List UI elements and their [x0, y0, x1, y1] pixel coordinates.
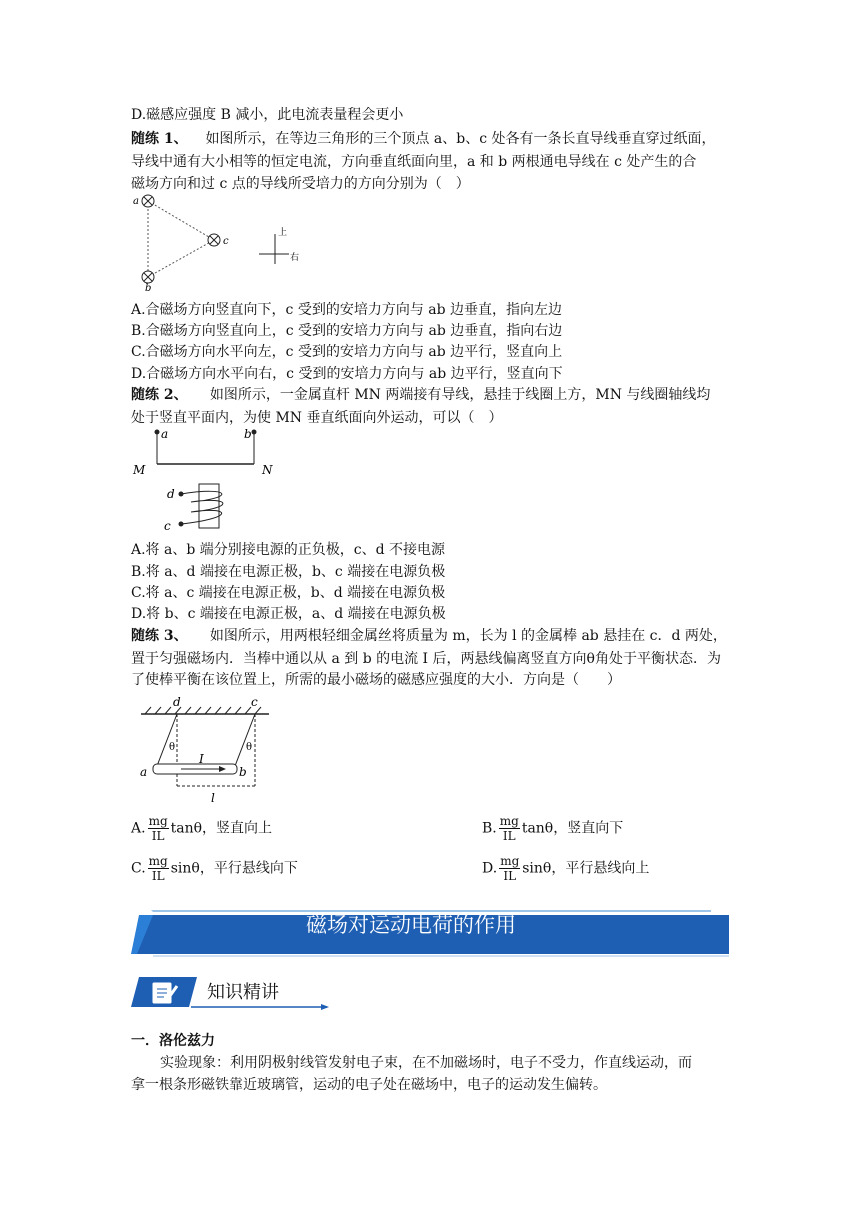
- svg-text:d: d: [173, 695, 181, 709]
- q3-option-b: B. $\frac{mg}{IL}$ tanθ，竖直向下: [482, 814, 624, 843]
- q3-option-c: C. $\frac{mg}{IL}$ sinθ，平行悬线向下: [131, 854, 298, 883]
- label-a: a: [133, 196, 139, 207]
- section-label: 知识精讲: [207, 982, 279, 1003]
- paragraph-line2: 拿一根条形磁铁靠近玻璃管，运动的电子处在磁场中，电子的运动发生偏转。: [131, 1077, 607, 1093]
- banner-title: 磁场对运动电荷的作用: [306, 913, 516, 937]
- q2-heading: 随练 2、: [131, 387, 188, 403]
- label-up: 上: [278, 228, 288, 238]
- svg-text:c: c: [251, 695, 258, 709]
- q2-option-d: D.将 b、c 端接在电源正极，a、d 端接在电源负极: [131, 606, 446, 622]
- q1-option-a: A.合磁场方向竖直向下，c 受到的安培力方向与 ab 边垂直，指向左边: [131, 302, 563, 318]
- paragraph-line1: 实验现象：利用阴极射线管发射电子束，在不加磁场时，电子不受力，作直线运动，而: [160, 1055, 692, 1071]
- fraction: $\frac{mg}{IL}$: [148, 814, 168, 843]
- wire-b-icon: [142, 271, 154, 283]
- q1-line3: 磁场方向和过 c 点的导线所受培力的方向分别为（ ）: [131, 176, 470, 192]
- q2-line1: [131, 385, 710, 405]
- svg-text:N: N: [262, 463, 273, 477]
- q1-text: 如图所示，在等边三角形的三个顶点 a、b、c 处各有一条长直导线垂直穿过纸面，: [205, 131, 716, 147]
- svg-text:b: b: [239, 765, 247, 779]
- figure-suspended-rod: [131, 694, 271, 806]
- q1-option-c: C.合磁场方向水平向左，c 受到的安培力方向与 ab 边平行，竖直向上: [131, 344, 563, 360]
- fraction: $\frac{mg}{IL}$: [499, 814, 519, 843]
- q3-line3: 了使棒平衡在该位置上，所需的最小磁场的磁感应强度的大小．方向是（ ）: [131, 672, 621, 688]
- q2-option-a: A.将 a、b 端分别接电源的正负极，c、d 不接电源: [131, 542, 446, 558]
- q1-option-d: D.合磁场方向水平向右，c 受到的安培力方向与 ab 边平行，竖直向下: [131, 366, 563, 382]
- figure-triangle-wires: [131, 192, 311, 292]
- q3-heading: 随练 3、: [131, 628, 188, 644]
- svg-text:M: M: [133, 463, 146, 477]
- svg-text:I: I: [199, 752, 204, 766]
- section-banner: [131, 910, 731, 958]
- wire-c-icon: [208, 234, 220, 246]
- q1-option-b: B.合磁场方向竖直向上，c 受到的安培力方向与 ab 边垂直，指向右边: [131, 323, 563, 339]
- label-right: 右: [290, 253, 300, 263]
- knowledge-header: [131, 974, 331, 1014]
- svg-text:a: a: [161, 427, 169, 441]
- svg-text:θ: θ: [246, 742, 253, 753]
- q2-option-b: B.将 a、d 端接在电源正极，b、c 端接在电源负极: [131, 564, 446, 580]
- q3-text: 如图所示，用两根轻细金属丝将质量为 m，长为 l 的金属棒 ab 悬挂在 c．d 两处，: [209, 628, 727, 644]
- svg-text:d: d: [167, 487, 175, 501]
- label-b: b: [145, 283, 152, 292]
- option-d-prev: D.磁感应强度 B 减小，此电流表量程会更小: [131, 107, 404, 123]
- fraction: $\frac{mg}{IL}$: [148, 854, 168, 883]
- svg-text:c: c: [164, 519, 171, 533]
- q1-heading: 随练 1、: [131, 131, 188, 147]
- svg-text:a: a: [140, 765, 148, 779]
- figure-rod-coil: [131, 424, 281, 536]
- wire-a-icon: [142, 195, 154, 207]
- q3-line2: 置于匀强磁场内．当棒中通以从 a 到 b 的电流 I 后，两悬线偏离竖直方向θ角处于平衡状态．为: [131, 651, 721, 667]
- label-c: c: [223, 236, 229, 247]
- q3-line1: [131, 626, 727, 646]
- q2-option-c: C.将 a、c 端接在电源正极，b、d 端接在电源负极: [131, 585, 446, 601]
- q1-line2: 导线中通有大小相等的恒定电流，方向垂直纸面向里，a 和 b 两根通电导线在 c 处产生的合: [131, 154, 697, 170]
- q2-line2: 处于竖直平面内，为使 MN 垂直纸面向外运动，可以（ ）: [131, 410, 503, 426]
- q3-option-d: D. $\frac{mg}{IL}$ sinθ，平行悬线向上: [482, 854, 650, 883]
- svg-text:θ: θ: [169, 742, 176, 753]
- q2-text: 如图所示，一金属直杆 MN 两端接有导线，悬挂于线圈上方，MN 与线圈轴线均: [209, 387, 711, 403]
- svg-text:b: b: [244, 427, 252, 441]
- svg-text:l: l: [211, 791, 215, 805]
- q1-line1: [131, 129, 716, 149]
- subsection-title: 一．洛伦兹力: [131, 1033, 215, 1049]
- q3-option-a: A. $\frac{mg}{IL}$ tanθ，竖直向上: [131, 814, 273, 843]
- fraction: $\frac{mg}{IL}$: [500, 854, 520, 883]
